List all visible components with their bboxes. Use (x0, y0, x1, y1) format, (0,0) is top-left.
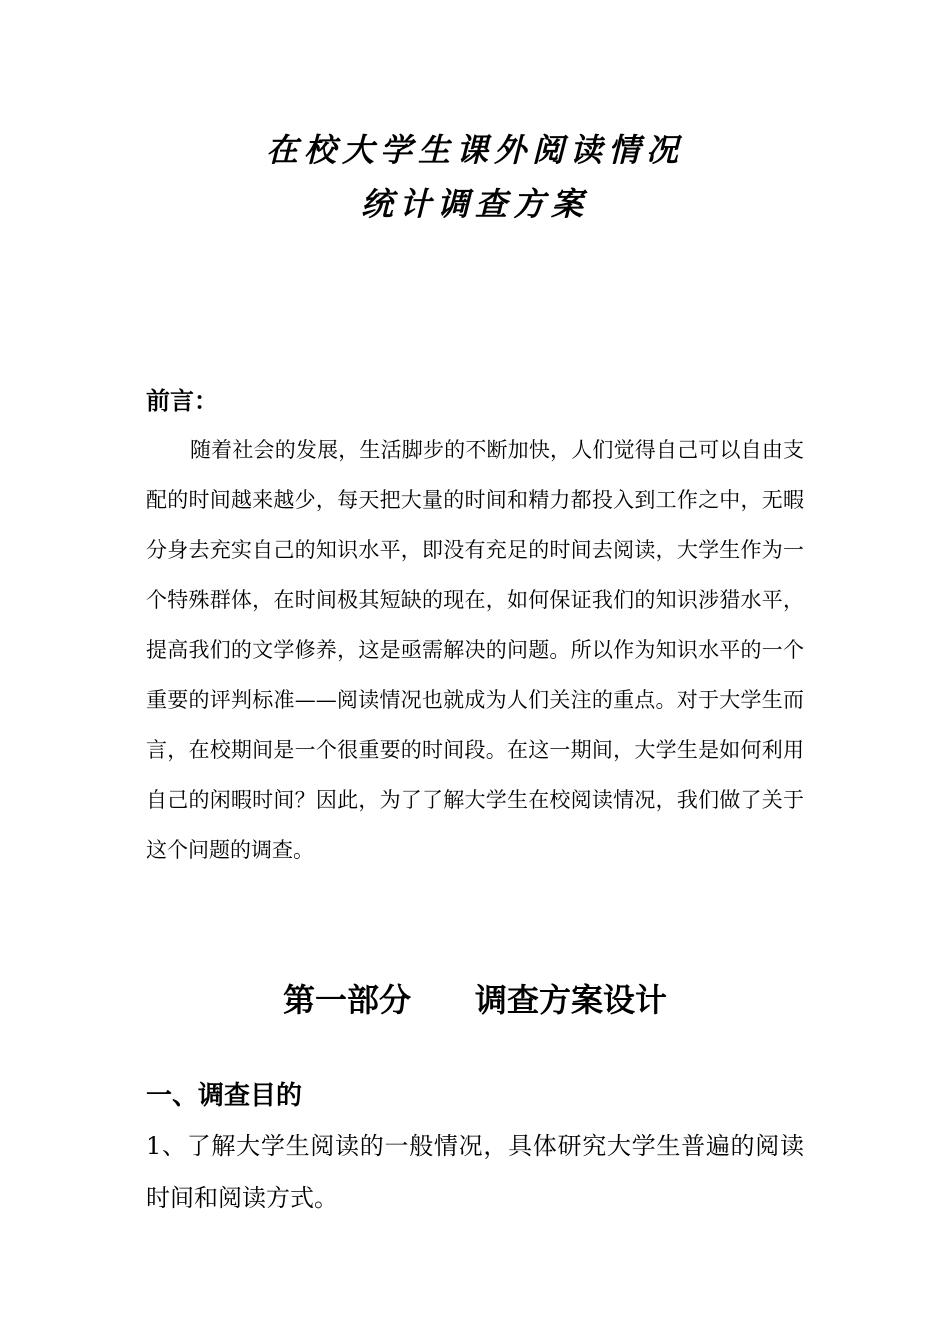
section-one-heading: 一、调查目的 (146, 1081, 303, 1111)
preface-heading: 前言： (146, 387, 218, 415)
section-one-item-1: 1、了解大学生阅读的一般情况，具体研究大学生普遍的阅读时间和阅读方式。 (146, 1132, 804, 1212)
part-one-heading: 第一部分 调查方案设计 (282, 981, 667, 1019)
document-title-line-2: 统计调查方案 (360, 185, 589, 223)
document-title-line-1: 在校大学生课外阅读情况 (265, 131, 684, 169)
preface-paragraph: 随着社会的发展，生活脚步的不断加快，人们觉得自己可以自由支配的时间越来越少，每天把大量的时间和精力都投入到工作之中，无暇分身去充实自己的知识水平，即没有充足的时间去阅读，大学生作为一个特殊群体，在时间极其短缺的现在，如何保证我们的知识涉猎水平，提高我们的文学修养，这是亟需解决的问题。所以作为知识水平的一个重要的评判标准——阅读情况也就成为人们关注的重点。对于大学生而言，在校期间是一个很重要的时间段。在这一期间，大学生是如何利用自己的闲暇时间？因此，为了了解大学生在校阅读情况，我们做了关于这个问题的调查。 (146, 438, 804, 862)
